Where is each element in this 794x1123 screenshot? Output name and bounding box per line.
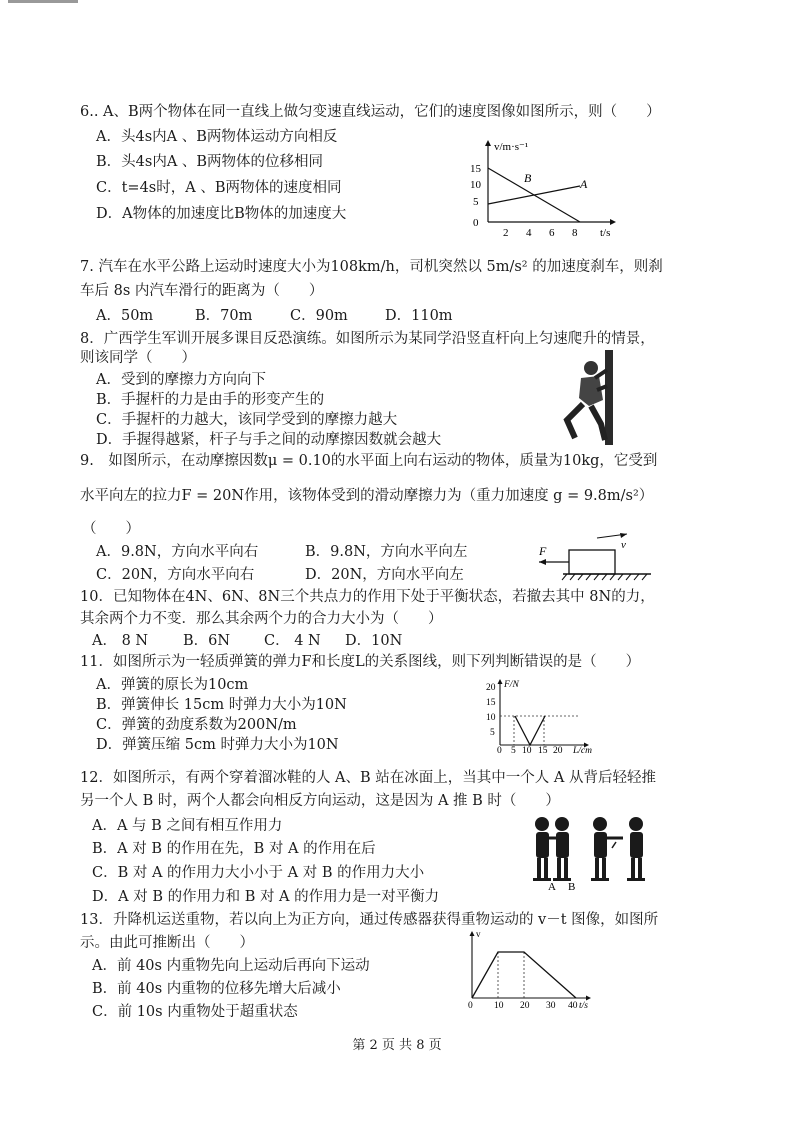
q13-line2: 示。由此可推断出（ ）	[80, 935, 254, 951]
q9-option-b: B．9.8N，方向水平向左	[305, 544, 468, 560]
q6-label-a: A	[580, 177, 588, 191]
q13-x-label: t/s	[579, 1001, 588, 1011]
q11-xtick-5: 5	[511, 746, 516, 756]
q13-xtick-40: 40	[568, 1001, 578, 1011]
q12-line1: 12．如图所示，有两个穿着溜冰鞋的人 A、B 站在冰面上，当其中一个人 A 从背后轻轻推	[80, 770, 656, 786]
q6-option-c: C．t=4s时，A 、B两物体的速度相同	[96, 180, 342, 196]
q11-xtick-10: 10	[522, 746, 532, 756]
q13-xtick-20: 20	[520, 1001, 530, 1011]
q13-option-b: B．前 40s 内重物的位移先增大后减小	[92, 981, 341, 997]
q6-line-a	[488, 186, 580, 204]
q9-option-c: C．20N，方向水平向右	[96, 567, 255, 583]
q10-option-b: B．6N	[183, 633, 231, 649]
q6-xtick-2: 2	[503, 227, 509, 239]
q13-xtick-30: 30	[546, 1001, 556, 1011]
q12-label-a: A	[548, 881, 556, 893]
q13-vt-chart	[462, 928, 602, 1014]
q11-x-label: L/cm	[573, 746, 592, 756]
q6-ytick-0: 0	[473, 217, 479, 229]
q13-line1: 13．升降机运送重物，若以向上为正方向，通过传感器获得重物运动的 v－t 图像，如图所	[80, 912, 659, 928]
q11-spring-chart	[478, 675, 598, 759]
q6-option-a: A．头4s内A 、B两物体运动方向相反	[96, 129, 338, 145]
q11-option-c: C．弹簧的劲度系数为200N/m	[96, 717, 297, 733]
q12-label-b: B	[568, 881, 576, 893]
q12-option-c: C．B 对 A 的作用力大小小于 A 对 B 的作用力大小	[92, 865, 425, 881]
q12-skaters-after	[591, 817, 645, 881]
q6-ytick-10: 10	[470, 179, 481, 191]
q9-line3: （ ）	[82, 521, 140, 537]
q12-skaters-before	[533, 817, 571, 881]
q11-option-a: A．弹簧的原长为10cm	[96, 677, 249, 693]
q12-skaters-illustration	[528, 812, 658, 896]
q6-label-b: B	[524, 171, 532, 185]
q11-y-label: F/N	[504, 680, 519, 690]
q12-option-d: D．A 对 B 的作用力和 B 对 A 的作用力是一对平衡力	[92, 889, 440, 905]
q11-xtick-15: 15	[538, 746, 548, 756]
q10-option-a: A． 8 N	[92, 633, 149, 649]
q6-xtick-4: 4	[526, 227, 532, 239]
q8-climber-head	[584, 361, 598, 375]
q11-ytick-5: 5	[490, 728, 495, 738]
q9-ground-hatch	[562, 574, 647, 580]
q7-option-a: A．50m	[96, 308, 154, 324]
q11-ytick-20: 20	[486, 683, 496, 693]
q10-option-c: C． 4 N	[264, 633, 321, 649]
page-footer: 第 2 页 共 8 页	[352, 1038, 442, 1053]
q8-pole	[605, 350, 613, 445]
q6-ytick-15: 15	[470, 163, 481, 175]
q11-force-line	[515, 716, 545, 745]
q6-xtick-8: 8	[572, 227, 578, 239]
scan-edge-mark	[8, 0, 78, 3]
q9-block-figure	[535, 530, 655, 584]
q8-option-d: D．手握得越紧，杆子与手之间的动摩擦因数就会越大	[96, 432, 442, 448]
q8-option-c: C．手握杆的力越大，该同学受到的摩擦力越大	[96, 412, 398, 428]
q6-xtick-6: 6	[549, 227, 555, 239]
q6-y-label: v/m·s⁻¹	[494, 141, 529, 153]
q13-xtick-10: 10	[494, 1001, 504, 1011]
q6-option-d: D．A物体的加速度比B物体的加速度大	[96, 206, 347, 222]
q9-force-label: F	[539, 544, 547, 558]
q9-option-d: D．20N，方向水平向左	[305, 567, 464, 583]
q8-line2: 则该同学（ ）	[80, 350, 196, 366]
q9-line1: 9. 如图所示，在动摩擦因数μ = 0.10的水平面上向右运动的物体，质量为10kg，它受到	[80, 453, 658, 469]
q12-line2: 另一个人 B 时，两个人都会向相反方向运动，这是因为 A 推 B 时（ ）	[80, 793, 560, 809]
q13-option-a: A．前 40s 内重物先向上运动后再向下运动	[92, 958, 370, 974]
q7-line2: 车后 8s 内汽车滑行的距离为（ ）	[80, 283, 324, 299]
q6-stem: 6.. A、B两个物体在同一直线上做匀变速直线运动，它们的速度图像如图所示，则（ ）	[80, 104, 661, 120]
q8-option-a: A．受到的摩擦力方向向下	[96, 372, 266, 388]
q11-stem: 11．如图所示为一轻质弹簧的弹力F和长度L的关系图线，则下列判断错误的是（ ）	[80, 654, 641, 670]
q11-xtick-0: 0	[497, 746, 502, 756]
q9-line2: 水平向左的拉力F = 20N作用，该物体受到的滑动摩擦力为（重力加速度 g = 9.8m/s²）	[80, 488, 654, 504]
q6-ytick-5: 5	[473, 196, 479, 208]
q6-x-label: t/s	[600, 227, 611, 239]
q10-line2: 其余两个力不变．那么其余两个力的合力大小为（ ）	[80, 611, 443, 627]
q9-block	[569, 550, 615, 574]
q11-xtick-20: 20	[553, 746, 563, 756]
q9-option-a: A．9.8N，方向水平向右	[96, 544, 259, 560]
q9-velocity-label: v	[621, 539, 626, 551]
q8-climber-illustration	[545, 350, 625, 449]
q7-line1: 7. 汽车在水平公路上运动时速度大小为108km/h，司机突然以 5m/s² 的加速度刹车，则刹	[80, 259, 663, 275]
q12-option-a: A．A 与 B 之间有相互作用力	[92, 818, 283, 834]
q7-option-d: D．110m	[385, 308, 453, 324]
q7-option-c: C．90m	[290, 308, 348, 324]
q10-option-d: D．10N	[345, 633, 403, 649]
q6-option-b: B．头4s内A 、B两物体的位移相同	[96, 154, 324, 170]
q13-y-label: v	[476, 929, 481, 939]
q8-line1: 8．广西学生军训开展多课目反恐演练。如图所示为某同学沿竖直杆向上匀速爬升的情景，	[80, 331, 655, 347]
q6-vt-chart	[470, 138, 620, 242]
q8-option-b: B．手握杆的力是由手的形变产生的	[96, 392, 325, 408]
q10-line1: 10．已知物体在4N、6N、8N三个共点力的作用下处于平衡状态，若撤去其中 8N的力，	[80, 589, 655, 605]
q11-option-b: B．弹簧伸长 15cm 时弹力大小为10N	[96, 697, 347, 713]
q13-velocity-line	[472, 952, 576, 998]
q13-option-c: C．前 10s 内重物处于超重状态	[92, 1004, 298, 1020]
q11-option-d: D．弹簧压缩 5cm 时弹力大小为10N	[96, 737, 339, 753]
q8-climber-legs	[567, 404, 605, 440]
q7-option-b: B．70m	[195, 308, 253, 324]
q11-ytick-15: 15	[486, 698, 496, 708]
q13-xtick-0: 0	[468, 1001, 473, 1011]
q12-option-b: B．A 对 B 的作用在先，B 对 A 的作用在后	[92, 841, 376, 857]
q11-ytick-10: 10	[486, 713, 496, 723]
